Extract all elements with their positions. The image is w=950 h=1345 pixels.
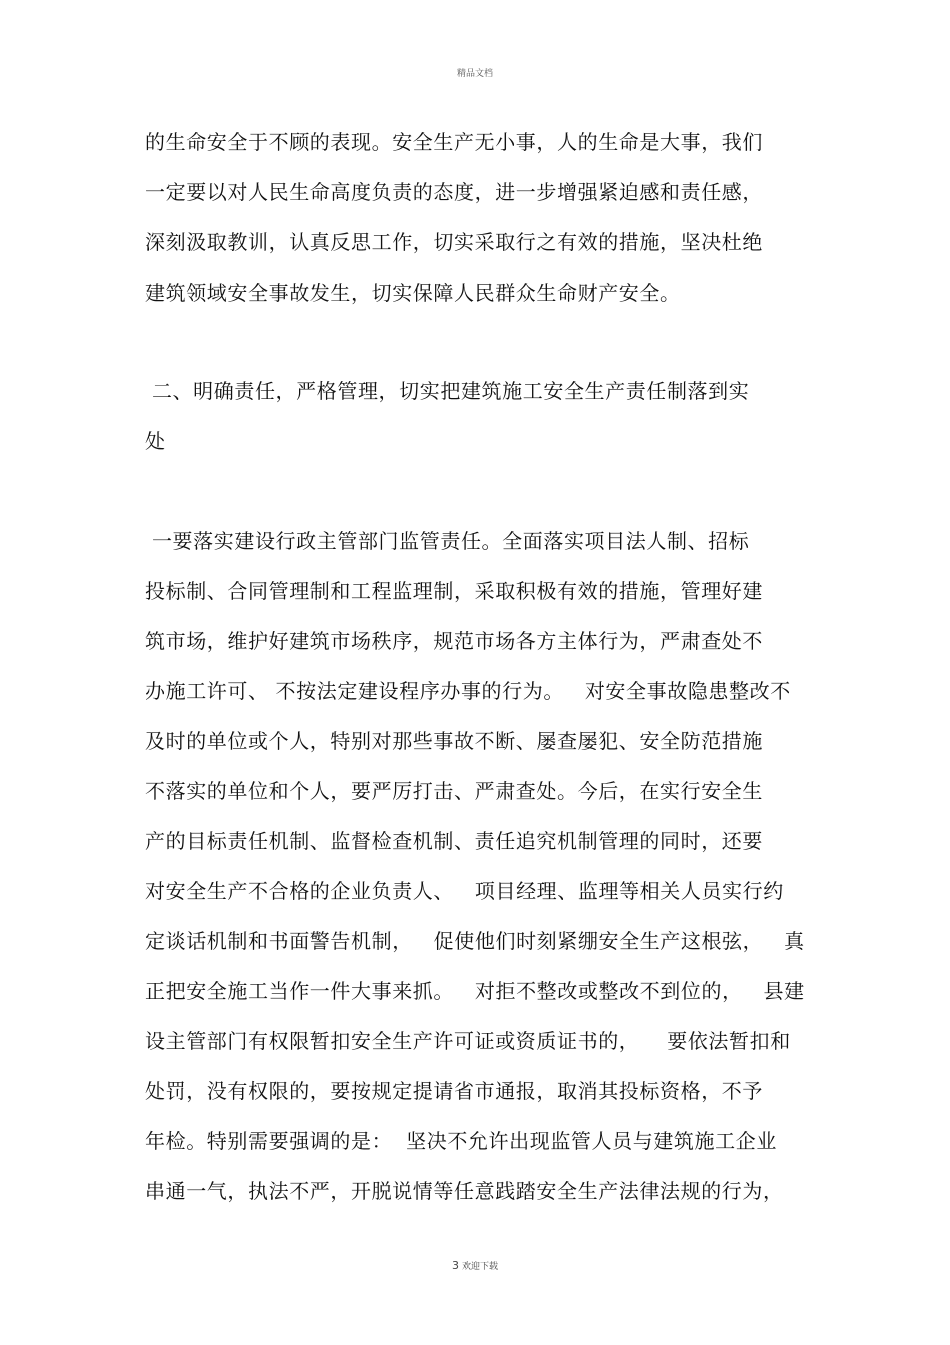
paragraph-line: 办施工许可、 不按法定建设程序办事的行为。 对安全事故隐患整改不: [145, 679, 791, 703]
footer-text: 欢迎下载: [461, 1262, 498, 1272]
paragraph-line: 筑市场，维护好建筑市场秩序，规范市场各方主体行为，严肃查处不: [145, 629, 763, 653]
paragraph-line: 投标制、合同管理制和工程监理制，采取积极有效的措施，管理好建: [145, 579, 763, 603]
paragraph-line: 年检。特别需要强调的是： 坚决不允许出现监管人员与建筑施工企业: [145, 1129, 777, 1153]
paragraph-line: 正把安全施工当作一件大事来抓。 对拒不整改或整改不到位的， 县建: [145, 979, 805, 1003]
section-heading: 处: [145, 429, 166, 453]
paragraph-line: 一要落实建设行政主管部门监管责任。全面落实项目法人制、招标: [145, 529, 750, 553]
paragraph-line: 及时的单位或个人，特别对那些事故不断、屡查屡犯、安全防范措施: [145, 729, 763, 753]
paragraph-line: 串通一气，执法不严，开脱说情等任意践踏安全生产法律法规的行为，: [145, 1179, 784, 1203]
paragraph-line: 建筑领域安全事故发生，切实保障人民群众生命财产安全。: [145, 281, 681, 305]
paragraph-line: 产的目标责任机制、监督检查机制、责任追究机制管理的同时，还要: [145, 829, 763, 853]
paragraph-line: 定谈话机制和书面警告机制， 促使他们时刻紧绷安全生产这根弦， 真: [145, 929, 805, 953]
paragraph-line: 的生命安全于不顾的表现。安全生产无小事，人的生命是大事，我们: [145, 130, 763, 154]
paragraph-line: 一定要以对人民生命高度负责的态度，进一步增强紧迫感和责任感，: [145, 180, 763, 204]
page-header: 精品文档: [456, 69, 493, 79]
paragraph-line: 设主管部门有权限暂扣安全生产许可证或资质证书的， 要依法暂扣和: [145, 1029, 791, 1053]
paragraph-line: 对安全生产不合格的企业负责人、 项目经理、监理等相关人员实行约: [145, 879, 784, 903]
section-heading: 二、明确责任，严格管理，切实把建筑施工安全生产责任制落到实: [145, 379, 750, 403]
page-number: 3: [451, 1259, 459, 1272]
paragraph-line: 不落实的单位和个人，要严厉打击、严肃查处。今后，在实行安全生: [145, 779, 763, 803]
paragraph-line: 深刻汲取教训，认真反思工作，切实采取行之有效的措施，坚决杜绝: [145, 230, 763, 254]
page-footer: [0, 1259, 950, 1272]
paragraph-line: 处罚，没有权限的，要按规定提请省市通报，取消其投标资格，不予: [145, 1079, 763, 1103]
